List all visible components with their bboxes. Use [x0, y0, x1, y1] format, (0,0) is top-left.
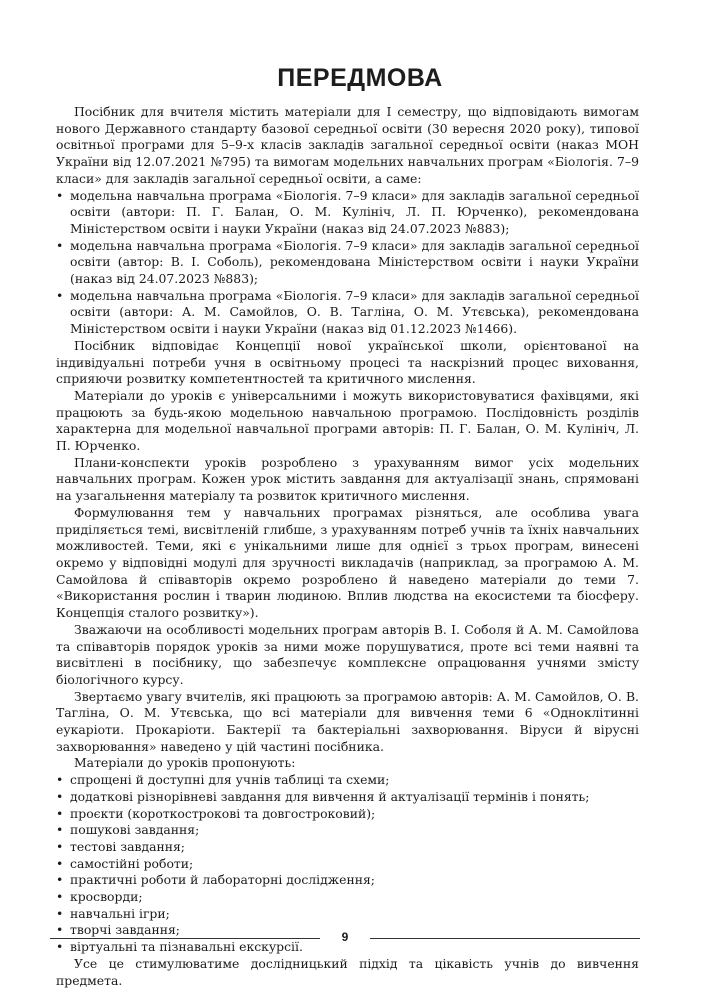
attention-paragraph: Звертаємо увагу вчителів, які працюють за програмою авторів: А. М. Самойлов, О. В. Тагліна, О. М. Утєвська, що всі матеріали для вивчення теми 6 «Одноклітинні еукаріоти. Прокаріоти. Бактерії та бактеріальні захворювання. Віруси й вірусні захворювання» наведено у цій частині посібника.: [56, 688, 639, 754]
list-item: • практичні роботи й лабораторні дослідження;: [56, 872, 639, 889]
closing-paragraph: Усе це стимулюватиме дослідницький підхід та цікавість учнів до вивчення предмета.: [56, 955, 639, 988]
list-item: • модельна навчальна програма «Біологія. 7–9 класи» для закладів загальної середньої освіти (автор: В. І. Соболь), рекомендована Міністерством освіти і науки України (наказ від 24.07.2023 №883);: [56, 238, 639, 288]
list-item: • кросворди;: [56, 889, 639, 906]
intro-paragraph: Посібник для вчителя містить матеріали для I семестру, що відповідають вимогам нового Державного стандарту базової середньої освіти (30 вересня 2020 року), типової освітньої програми для 5–9-х класів закладів загальної середньої освіти (наказ МОН України від 12.07.2021 №795) та вимогам модельних навчальних програм «Біологія. 7–9 класи» для закладів загальної середньої освіти, а саме:: [56, 104, 639, 186]
list-item: • модельна навчальна програма «Біологія. 7–9 класи» для закладів загальної середньої освіти (автори: П. Г. Балан, О. М. Кулініч, Л. П. Юрченко), рекомендована Міністерством освіти і науки України (наказ від 24.07.2023 №883);: [56, 188, 639, 238]
list-item: • спрощені й доступні для учнів таблиці та схеми;: [56, 772, 639, 789]
list-item: • віртуальні та пізнавальні екскурсії.: [56, 939, 639, 956]
list-item: • творчі завдання;: [56, 922, 639, 939]
list-item: • тестові завдання;: [56, 839, 639, 856]
order-paragraph: Зважаючи на особливості модельних програм авторів В. І. Соболя й А. М. Самойлова та співавторів порядок уроків за ними може порушуватися, проте всі теми наявні та висвітлені в посібнику, що забезпечує комплексне опрацювання учнями змісту біологічного курсу.: [56, 621, 639, 687]
footer-rule-right: [370, 938, 640, 939]
list-item: • навчальні ігри;: [56, 906, 639, 923]
list-item: • проєкти (короткострокові та довгостроковий);: [56, 806, 639, 823]
list-item: • самостійні роботи;: [56, 856, 639, 873]
page-number: 9: [341, 930, 349, 944]
universal-paragraph: Матеріали до уроків є універсальними і можуть використовуватися фахівцями, які працюють за будь-якою модельною навчальною програмою. Послідовність розділів характерна для модельної навчальної програми авторів: П. Г. Балан, О. М. Кулініч, Л. П. Юрченко.: [56, 387, 639, 454]
page-footer: [50, 930, 640, 946]
plans-paragraph: Плани-конспекти уроків розроблено з урахуванням вимог усіх модельних навчальних програм. Кожен урок містить завдання для актуалізації знань, спрямовані на узагальнення матеріалу та розвиток критичного мислення.: [56, 454, 639, 504]
list-item: • додаткові різнорівневі завдання для вивчення й актуалізації термінів і понять;: [56, 789, 639, 806]
page-title: ПЕРЕДМОВА: [277, 64, 443, 92]
concept-paragraph: Посібник відповідає Концепції нової української школи, орієнтованої на індивідуальні потреби учня в освітньому процесі та наскрізний процес виховання, сприяючи розвитку компетентностей та критичного мислення.: [56, 337, 639, 387]
offer-paragraph: Матеріали до уроків пропонують:: [74, 755, 296, 771]
topics-paragraph: Формулювання тем у навчальних програмах різняться, але особлива увага приділяється темі, висвітленій глибше, з урахуванням потреб учнів та їхніх навчальних можливостей. Теми, які є унікальними лише для однієї з трьох програм, винесені окремо у відповідні модулі для зручності викладачів (наприклад, за програмою А. М. Самойлова й співавторів окремо розроблено й наведено матеріали до теми 7. «Використання рослин і тварин людиною. Вплив людства на екосистеми та біосферу. Концепція сталого розвитку»).: [56, 504, 639, 621]
offerings-list: [56, 772, 639, 956]
program-list: [56, 188, 639, 338]
list-item: • модельна навчальна програма «Біологія. 7–9 класи» для закладів загальної середньої освіти (автори: А. М. Самойлов, О. В. Тагліна, О. М. Утєвська), рекомендована Міністерством освіти і науки України (наказ від 01.12.2023 №1466).: [56, 288, 639, 338]
page-body: [56, 104, 639, 989]
list-item: • пошукові завдання;: [56, 822, 639, 839]
